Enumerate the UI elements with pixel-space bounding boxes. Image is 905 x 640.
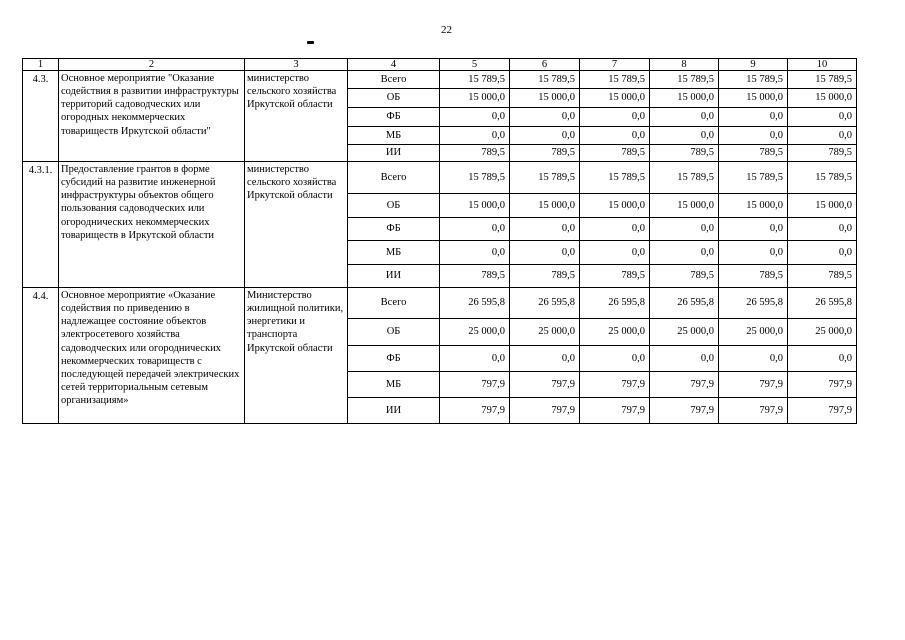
item-code: 4.4. <box>23 288 59 424</box>
amount-cell: 15 000,0 <box>650 89 719 108</box>
amount-cell: 15 000,0 <box>719 194 788 218</box>
amount-cell: 0,0 <box>719 127 788 145</box>
amount-cell: 797,9 <box>580 398 650 424</box>
column-number: 2 <box>59 59 245 71</box>
amount-cell: 0,0 <box>788 241 857 265</box>
amount-cell: 797,9 <box>788 372 857 398</box>
scan-artifact <box>307 41 314 44</box>
amount-cell: 15 789,5 <box>510 71 580 89</box>
amount-cell: 789,5 <box>788 265 857 288</box>
amount-cell: 25 000,0 <box>788 319 857 346</box>
amount-cell: 797,9 <box>650 372 719 398</box>
funding-source: Всего <box>348 162 440 194</box>
amount-cell: 0,0 <box>580 127 650 145</box>
amount-cell: 26 595,8 <box>580 288 650 319</box>
amount-cell: 0,0 <box>580 108 650 127</box>
amount-cell: 25 000,0 <box>440 319 510 346</box>
table-row <box>23 162 857 194</box>
funding-source: МБ <box>348 241 440 265</box>
amount-cell: 0,0 <box>650 108 719 127</box>
amount-cell: 25 000,0 <box>719 319 788 346</box>
funding-source: ФБ <box>348 218 440 241</box>
amount-cell: 0,0 <box>650 241 719 265</box>
amount-cell: 0,0 <box>440 108 510 127</box>
column-number: 1 <box>23 59 59 71</box>
amount-cell: 0,0 <box>719 346 788 372</box>
amount-cell: 789,5 <box>440 265 510 288</box>
column-number: 6 <box>510 59 580 71</box>
amount-cell: 0,0 <box>650 346 719 372</box>
amount-cell: 15 789,5 <box>650 162 719 194</box>
funding-source: ОБ <box>348 319 440 346</box>
column-number-row <box>23 59 857 71</box>
column-number: 3 <box>245 59 348 71</box>
amount-cell: 797,9 <box>650 398 719 424</box>
amount-cell: 26 595,8 <box>650 288 719 319</box>
funding-source: МБ <box>348 372 440 398</box>
amount-cell: 15 000,0 <box>510 194 580 218</box>
amount-cell: 15 789,5 <box>650 71 719 89</box>
amount-cell: 0,0 <box>510 241 580 265</box>
item-name: Предоставление грантов в форме субсидий на развитие инженерной инфраструктуры объектов общего пользования садоводческих или огороднических некоммерческих товариществ в Иркутской области <box>59 162 245 288</box>
amount-cell: 15 789,5 <box>580 162 650 194</box>
amount-cell: 789,5 <box>580 265 650 288</box>
table-row <box>23 71 857 89</box>
amount-cell: 15 789,5 <box>788 71 857 89</box>
amount-cell: 26 595,8 <box>510 288 580 319</box>
funding-source: ФБ <box>348 346 440 372</box>
column-number: 9 <box>719 59 788 71</box>
amount-cell: 0,0 <box>510 127 580 145</box>
amount-cell: 26 595,8 <box>440 288 510 319</box>
amount-cell: 0,0 <box>440 346 510 372</box>
amount-cell: 0,0 <box>719 241 788 265</box>
funding-source: ОБ <box>348 194 440 218</box>
amount-cell: 0,0 <box>510 108 580 127</box>
amount-cell: 0,0 <box>510 346 580 372</box>
amount-cell: 15 000,0 <box>788 89 857 108</box>
amount-cell: 15 000,0 <box>580 89 650 108</box>
item-name: Основное мероприятие «Оказание содействия по приведению в надлежащее состояние объектов электросетевого хозяйства садоводческих или огороднических некоммерческих товариществ с последующей передачей электрических сетей территориальным сетевым организациям» <box>59 288 245 424</box>
budget-table <box>22 58 857 424</box>
page-number: 22 <box>441 24 452 36</box>
amount-cell: 797,9 <box>510 372 580 398</box>
funding-source: МБ <box>348 127 440 145</box>
column-number: 8 <box>650 59 719 71</box>
amount-cell: 15 000,0 <box>440 194 510 218</box>
amount-cell: 0,0 <box>650 127 719 145</box>
amount-cell: 797,9 <box>510 398 580 424</box>
funding-source: ОБ <box>348 89 440 108</box>
amount-cell: 25 000,0 <box>580 319 650 346</box>
item-code: 4.3. <box>23 71 59 162</box>
amount-cell: 0,0 <box>580 241 650 265</box>
amount-cell: 789,5 <box>719 145 788 162</box>
amount-cell: 0,0 <box>719 218 788 241</box>
amount-cell: 26 595,8 <box>788 288 857 319</box>
amount-cell: 789,5 <box>650 145 719 162</box>
amount-cell: 0,0 <box>580 346 650 372</box>
amount-cell: 15 789,5 <box>510 162 580 194</box>
column-number: 10 <box>788 59 857 71</box>
column-number: 5 <box>440 59 510 71</box>
amount-cell: 15 789,5 <box>440 71 510 89</box>
amount-cell: 797,9 <box>440 398 510 424</box>
table-row <box>23 288 857 319</box>
amount-cell: 15 789,5 <box>580 71 650 89</box>
item-name: Основное мероприятие "Оказание содействия в развитии инфраструктуры территорий садоводческих или огородных некоммерческих товариществ Иркутской области" <box>59 71 245 162</box>
amount-cell: 15 000,0 <box>788 194 857 218</box>
funding-source: ИИ <box>348 398 440 424</box>
amount-cell: 15 000,0 <box>510 89 580 108</box>
amount-cell: 0,0 <box>788 108 857 127</box>
amount-cell: 15 789,5 <box>719 71 788 89</box>
item-executor: Министерство жилищной политики, энергетики и транспорта Иркутской области <box>245 288 348 424</box>
amount-cell: 0,0 <box>719 108 788 127</box>
item-executor: министерство сельского хозяйства Иркутской области <box>245 71 348 162</box>
column-number: 4 <box>348 59 440 71</box>
amount-cell: 0,0 <box>440 127 510 145</box>
amount-cell: 15 000,0 <box>580 194 650 218</box>
amount-cell: 0,0 <box>440 241 510 265</box>
item-code: 4.3.1. <box>23 162 59 288</box>
amount-cell: 0,0 <box>788 218 857 241</box>
amount-cell: 0,0 <box>788 346 857 372</box>
amount-cell: 15 789,5 <box>788 162 857 194</box>
amount-cell: 0,0 <box>510 218 580 241</box>
amount-cell: 25 000,0 <box>510 319 580 346</box>
item-executor: министерство сельского хозяйства Иркутской области <box>245 162 348 288</box>
amount-cell: 797,9 <box>788 398 857 424</box>
amount-cell: 797,9 <box>580 372 650 398</box>
amount-cell: 15 789,5 <box>719 162 788 194</box>
amount-cell: 25 000,0 <box>650 319 719 346</box>
amount-cell: 26 595,8 <box>719 288 788 319</box>
amount-cell: 789,5 <box>440 145 510 162</box>
amount-cell: 15 000,0 <box>719 89 788 108</box>
funding-source: Всего <box>348 71 440 89</box>
amount-cell: 0,0 <box>580 218 650 241</box>
amount-cell: 15 000,0 <box>650 194 719 218</box>
funding-source: Всего <box>348 288 440 319</box>
amount-cell: 15 789,5 <box>440 162 510 194</box>
column-number: 7 <box>580 59 650 71</box>
funding-source: ФБ <box>348 108 440 127</box>
amount-cell: 797,9 <box>440 372 510 398</box>
amount-cell: 15 000,0 <box>440 89 510 108</box>
amount-cell: 0,0 <box>788 127 857 145</box>
amount-cell: 789,5 <box>510 145 580 162</box>
amount-cell: 797,9 <box>719 372 788 398</box>
amount-cell: 797,9 <box>719 398 788 424</box>
amount-cell: 0,0 <box>650 218 719 241</box>
amount-cell: 789,5 <box>650 265 719 288</box>
amount-cell: 789,5 <box>719 265 788 288</box>
amount-cell: 0,0 <box>440 218 510 241</box>
amount-cell: 789,5 <box>580 145 650 162</box>
funding-source: ИИ <box>348 265 440 288</box>
amount-cell: 789,5 <box>510 265 580 288</box>
amount-cell: 789,5 <box>788 145 857 162</box>
funding-source: ИИ <box>348 145 440 162</box>
